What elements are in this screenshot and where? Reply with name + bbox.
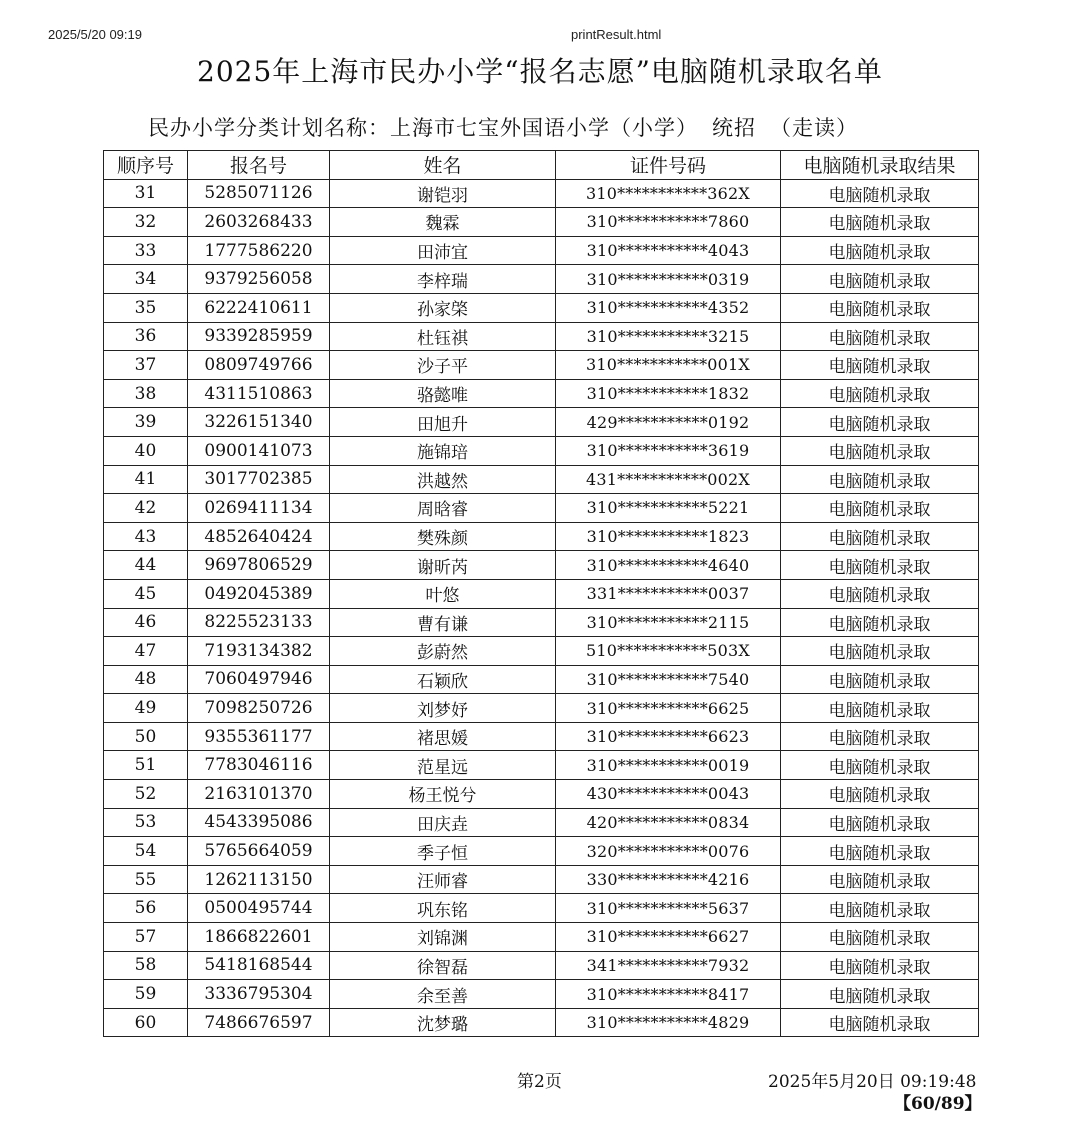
cell-id: 310***********8417 bbox=[556, 980, 781, 1009]
table-row bbox=[104, 494, 979, 523]
table-row bbox=[104, 780, 979, 809]
cell-seq: 35 bbox=[104, 293, 188, 322]
cell-reg: 7060497946 bbox=[188, 665, 330, 694]
table-row bbox=[104, 379, 979, 408]
cell-name: 刘锦渊 bbox=[330, 923, 556, 952]
cell-name: 沈梦璐 bbox=[330, 1008, 556, 1037]
cell-name: 杜钰祺 bbox=[330, 322, 556, 351]
cell-seq: 44 bbox=[104, 551, 188, 580]
cell-seq: 38 bbox=[104, 379, 188, 408]
cell-result: 电脑随机录取 bbox=[781, 780, 979, 809]
cell-name: 范星远 bbox=[330, 751, 556, 780]
cell-name: 李梓瑞 bbox=[330, 265, 556, 294]
cell-seq: 53 bbox=[104, 808, 188, 837]
cell-reg: 0269411134 bbox=[188, 494, 330, 523]
cell-name: 徐智磊 bbox=[330, 951, 556, 980]
table-row bbox=[104, 351, 979, 380]
cell-id: 320***********0076 bbox=[556, 837, 781, 866]
print-header bbox=[48, 27, 1032, 45]
cell-id: 310***********2115 bbox=[556, 608, 781, 637]
table-row bbox=[104, 608, 979, 637]
cell-id: 330***********4216 bbox=[556, 865, 781, 894]
cell-seq: 43 bbox=[104, 522, 188, 551]
cell-name: 樊殊颜 bbox=[330, 522, 556, 551]
cell-name: 洪越然 bbox=[330, 465, 556, 494]
cell-seq: 49 bbox=[104, 694, 188, 723]
cell-name: 曹有谦 bbox=[330, 608, 556, 637]
cell-seq: 33 bbox=[104, 236, 188, 265]
cell-id: 310***********7540 bbox=[556, 665, 781, 694]
cell-name: 汪师睿 bbox=[330, 865, 556, 894]
cell-name: 田沛宜 bbox=[330, 236, 556, 265]
header-result: 电脑随机录取结果 bbox=[781, 151, 979, 180]
cell-name: 刘梦妤 bbox=[330, 694, 556, 723]
cell-reg: 4543395086 bbox=[188, 808, 330, 837]
cell-id: 420***********0834 bbox=[556, 808, 781, 837]
cell-result: 电脑随机录取 bbox=[781, 465, 979, 494]
table-row bbox=[104, 236, 979, 265]
cell-reg: 4852640424 bbox=[188, 522, 330, 551]
table-row bbox=[104, 923, 979, 952]
cell-id: 310***********4640 bbox=[556, 551, 781, 580]
table-row bbox=[104, 208, 979, 237]
cell-reg: 7783046116 bbox=[188, 751, 330, 780]
record-count: 【60/89】 bbox=[894, 1094, 982, 1114]
cell-seq: 55 bbox=[104, 865, 188, 894]
cell-seq: 36 bbox=[104, 322, 188, 351]
cell-id: 341***********7932 bbox=[556, 951, 781, 980]
cell-id: 429***********0192 bbox=[556, 408, 781, 437]
cell-result: 电脑随机录取 bbox=[781, 694, 979, 723]
page-number: 第2页 bbox=[517, 1072, 562, 1092]
header-seq: 顺序号 bbox=[104, 151, 188, 180]
cell-seq: 51 bbox=[104, 751, 188, 780]
cell-id: 331***********0037 bbox=[556, 579, 781, 608]
table-header-row bbox=[104, 151, 979, 180]
cell-result: 电脑随机录取 bbox=[781, 665, 979, 694]
cell-reg: 1866822601 bbox=[188, 923, 330, 952]
cell-result: 电脑随机录取 bbox=[781, 265, 979, 294]
cell-reg: 6222410611 bbox=[188, 293, 330, 322]
cell-name: 余至善 bbox=[330, 980, 556, 1009]
cell-seq: 32 bbox=[104, 208, 188, 237]
print-timestamp: 2025年5月20日 09:19:48 bbox=[768, 1072, 977, 1092]
cell-result: 电脑随机录取 bbox=[781, 551, 979, 580]
cell-id: 310***********7860 bbox=[556, 208, 781, 237]
table-row bbox=[104, 637, 979, 666]
cell-seq: 31 bbox=[104, 179, 188, 208]
cell-reg: 0809749766 bbox=[188, 351, 330, 380]
page-title: 2025年上海市民办小学“报名志愿”电脑随机录取名单 bbox=[197, 55, 883, 88]
cell-id: 310***********6623 bbox=[556, 722, 781, 751]
cell-result: 电脑随机录取 bbox=[781, 808, 979, 837]
cell-result: 电脑随机录取 bbox=[781, 637, 979, 666]
table-row bbox=[104, 465, 979, 494]
table-row bbox=[104, 808, 979, 837]
cell-reg: 7098250726 bbox=[188, 694, 330, 723]
table-row bbox=[104, 551, 979, 580]
table-body bbox=[104, 179, 979, 1037]
cell-reg: 2163101370 bbox=[188, 780, 330, 809]
cell-result: 电脑随机录取 bbox=[781, 351, 979, 380]
cell-id: 310***********4352 bbox=[556, 293, 781, 322]
table-row bbox=[104, 894, 979, 923]
table-row bbox=[104, 865, 979, 894]
cell-result: 电脑随机录取 bbox=[781, 236, 979, 265]
cell-name: 叶悠 bbox=[330, 579, 556, 608]
cell-id: 310***********5221 bbox=[556, 494, 781, 523]
cell-id: 510***********503X bbox=[556, 637, 781, 666]
cell-seq: 37 bbox=[104, 351, 188, 380]
cell-id: 310***********1832 bbox=[556, 379, 781, 408]
header-reg: 报名号 bbox=[188, 151, 330, 180]
table-row bbox=[104, 522, 979, 551]
plan-subtitle bbox=[148, 112, 858, 142]
cell-reg: 5765664059 bbox=[188, 837, 330, 866]
cell-seq: 41 bbox=[104, 465, 188, 494]
cell-result: 电脑随机录取 bbox=[781, 923, 979, 952]
cell-name: 周晗睿 bbox=[330, 494, 556, 523]
cell-result: 电脑随机录取 bbox=[781, 522, 979, 551]
cell-reg: 9339285959 bbox=[188, 322, 330, 351]
cell-id: 310***********362X bbox=[556, 179, 781, 208]
cell-result: 电脑随机录取 bbox=[781, 722, 979, 751]
cell-reg: 7486676597 bbox=[188, 1008, 330, 1037]
cell-seq: 46 bbox=[104, 608, 188, 637]
cell-reg: 0900141073 bbox=[188, 436, 330, 465]
cell-reg: 3226151340 bbox=[188, 408, 330, 437]
cell-id: 310***********0319 bbox=[556, 265, 781, 294]
cell-result: 电脑随机录取 bbox=[781, 751, 979, 780]
cell-name: 魏霖 bbox=[330, 208, 556, 237]
cell-reg: 1777586220 bbox=[188, 236, 330, 265]
cell-result: 电脑随机录取 bbox=[781, 494, 979, 523]
plan-label: 民办小学分类计划名称：上海市七宝外国语小学（小学） bbox=[148, 116, 698, 140]
cell-reg: 1262113150 bbox=[188, 865, 330, 894]
plan-mode: （走读） bbox=[770, 116, 858, 140]
cell-result: 电脑随机录取 bbox=[781, 436, 979, 465]
cell-reg: 5285071126 bbox=[188, 179, 330, 208]
cell-seq: 39 bbox=[104, 408, 188, 437]
cell-seq: 50 bbox=[104, 722, 188, 751]
admission-table bbox=[103, 150, 979, 1037]
cell-result: 电脑随机录取 bbox=[781, 894, 979, 923]
table-row bbox=[104, 751, 979, 780]
cell-result: 电脑随机录取 bbox=[781, 579, 979, 608]
table-row bbox=[104, 980, 979, 1009]
cell-reg: 9379256058 bbox=[188, 265, 330, 294]
cell-seq: 45 bbox=[104, 579, 188, 608]
cell-result: 电脑随机录取 bbox=[781, 179, 979, 208]
cell-name: 施锦琣 bbox=[330, 436, 556, 465]
cell-result: 电脑随机录取 bbox=[781, 1008, 979, 1037]
cell-result: 电脑随机录取 bbox=[781, 379, 979, 408]
cell-result: 电脑随机录取 bbox=[781, 293, 979, 322]
cell-name: 谢昕芮 bbox=[330, 551, 556, 580]
cell-result: 电脑随机录取 bbox=[781, 865, 979, 894]
cell-name: 巩东铭 bbox=[330, 894, 556, 923]
cell-result: 电脑随机录取 bbox=[781, 408, 979, 437]
cell-id: 310***********1823 bbox=[556, 522, 781, 551]
table-row bbox=[104, 1008, 979, 1037]
table-row bbox=[104, 179, 979, 208]
cell-seq: 42 bbox=[104, 494, 188, 523]
print-filename: printResult.html bbox=[571, 27, 662, 42]
cell-seq: 48 bbox=[104, 665, 188, 694]
cell-name: 田旭升 bbox=[330, 408, 556, 437]
table-row bbox=[104, 579, 979, 608]
table-row bbox=[104, 951, 979, 980]
cell-reg: 8225523133 bbox=[188, 608, 330, 637]
table-row bbox=[104, 293, 979, 322]
cell-seq: 52 bbox=[104, 780, 188, 809]
cell-reg: 4311510863 bbox=[188, 379, 330, 408]
cell-id: 310***********0019 bbox=[556, 751, 781, 780]
cell-seq: 57 bbox=[104, 923, 188, 952]
cell-id: 431***********002X bbox=[556, 465, 781, 494]
table-row bbox=[104, 722, 979, 751]
cell-name: 谢铠羽 bbox=[330, 179, 556, 208]
cell-reg: 9355361177 bbox=[188, 722, 330, 751]
cell-name: 孙家棨 bbox=[330, 293, 556, 322]
cell-result: 电脑随机录取 bbox=[781, 837, 979, 866]
table-row bbox=[104, 265, 979, 294]
table-row bbox=[104, 694, 979, 723]
plan-type: 统招 bbox=[712, 116, 756, 140]
table-row bbox=[104, 665, 979, 694]
cell-name: 彭蔚然 bbox=[330, 637, 556, 666]
cell-result: 电脑随机录取 bbox=[781, 951, 979, 980]
cell-seq: 40 bbox=[104, 436, 188, 465]
cell-reg: 9697806529 bbox=[188, 551, 330, 580]
cell-seq: 59 bbox=[104, 980, 188, 1009]
table-row bbox=[104, 408, 979, 437]
cell-id: 310***********3619 bbox=[556, 436, 781, 465]
cell-seq: 56 bbox=[104, 894, 188, 923]
cell-id: 430***********0043 bbox=[556, 780, 781, 809]
cell-seq: 47 bbox=[104, 637, 188, 666]
cell-name: 田庆垚 bbox=[330, 808, 556, 837]
cell-name: 沙子平 bbox=[330, 351, 556, 380]
print-datetime: 2025/5/20 09:19 bbox=[48, 27, 142, 42]
cell-seq: 60 bbox=[104, 1008, 188, 1037]
cell-id: 310***********6627 bbox=[556, 923, 781, 952]
table-row bbox=[104, 322, 979, 351]
cell-reg: 3017702385 bbox=[188, 465, 330, 494]
cell-name: 季子恒 bbox=[330, 837, 556, 866]
cell-reg: 2603268433 bbox=[188, 208, 330, 237]
header-name: 姓名 bbox=[330, 151, 556, 180]
cell-result: 电脑随机录取 bbox=[781, 208, 979, 237]
cell-reg: 0492045389 bbox=[188, 579, 330, 608]
cell-reg: 0500495744 bbox=[188, 894, 330, 923]
cell-id: 310***********001X bbox=[556, 351, 781, 380]
cell-result: 电脑随机录取 bbox=[781, 980, 979, 1009]
cell-seq: 54 bbox=[104, 837, 188, 866]
table-row bbox=[104, 837, 979, 866]
cell-id: 310***********5637 bbox=[556, 894, 781, 923]
cell-reg: 5418168544 bbox=[188, 951, 330, 980]
cell-id: 310***********4043 bbox=[556, 236, 781, 265]
cell-id: 310***********4829 bbox=[556, 1008, 781, 1037]
cell-name: 骆懿唯 bbox=[330, 379, 556, 408]
cell-reg: 7193134382 bbox=[188, 637, 330, 666]
cell-id: 310***********6625 bbox=[556, 694, 781, 723]
cell-reg: 3336795304 bbox=[188, 980, 330, 1009]
cell-name: 褚思媛 bbox=[330, 722, 556, 751]
cell-result: 电脑随机录取 bbox=[781, 608, 979, 637]
cell-result: 电脑随机录取 bbox=[781, 322, 979, 351]
cell-seq: 58 bbox=[104, 951, 188, 980]
header-id: 证件号码 bbox=[556, 151, 781, 180]
cell-id: 310***********3215 bbox=[556, 322, 781, 351]
table-row bbox=[104, 436, 979, 465]
cell-seq: 34 bbox=[104, 265, 188, 294]
cell-name: 杨王悦兮 bbox=[330, 780, 556, 809]
cell-name: 石颖欣 bbox=[330, 665, 556, 694]
